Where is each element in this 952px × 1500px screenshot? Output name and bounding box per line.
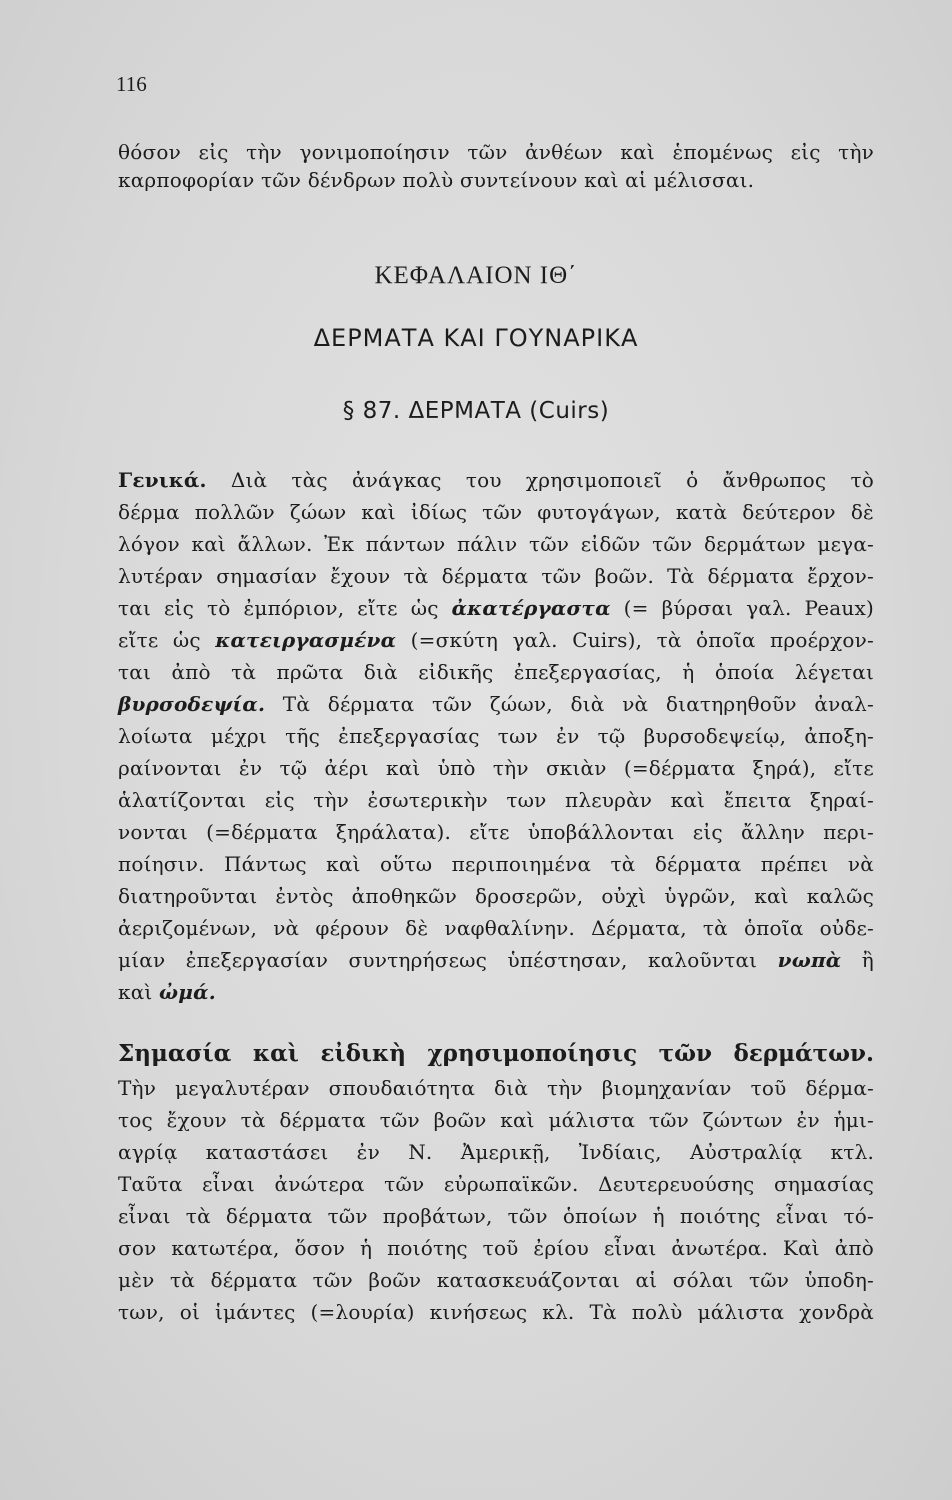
intro-line: θόσον εἰς τὴν γονιμοποίησιν τῶν ἀνθέων καὶ ἑπομένως εἰς τὴν — [118, 140, 874, 164]
term-worked: κατειργασμένα — [215, 628, 397, 652]
page-number: 116 — [116, 72, 147, 96]
chapter-label: ΚΕΦΑΛΑΙΟΝ ΙΘ΄ — [374, 262, 578, 289]
paragraph-line: σον κατωτέρα, ὅσον ἡ ποιότης τοῦ ἐρίου εἶναι ἀνωτέρα. Καὶ ἀπὸ — [118, 1236, 874, 1260]
paragraph-line: νονται (=δέρματα ξηράλατα). εἴτε ὑποβάλλονται εἰς ἄλλην περι- — [118, 820, 874, 844]
lead-term: Γενικά. — [118, 468, 207, 492]
paragraph-line: αγρίᾳ καταστάσει ἐν Ν. Ἀμερικῇ, Ἰνδίαις, Αὐστραλίᾳ κτλ. — [118, 1140, 874, 1164]
paragraph-line: λόγον καὶ ἄλλων. Ἐκ πάντων πάλιν τῶν εἰδῶν τῶν δερμάτων μεγα- — [118, 532, 874, 556]
paragraph-line: Τὴν μεγαλυτέραν σπουδαιότητα διὰ τὴν βιομηχανίαν τοῦ δέρμα- — [118, 1076, 874, 1100]
paragraph-line: εἶναι τὰ δέρματα τῶν προβάτων, τῶν ὁποίων ἡ ποιότης εἶναι τό- — [118, 1204, 874, 1228]
paragraph-line: καὶ ὠμά. — [118, 980, 216, 1004]
paragraph-line: εἴτε ὡς κατειργασμένα (=σκύτη γαλ. Cuirs), τὰ ὁποῖα προέρχον- — [118, 628, 874, 652]
term-fresh: νωπὰ — [777, 948, 842, 972]
paragraph-line: μὲν τὰ δέρματα τῶν βοῶν κατασκευάζονται αἱ σόλαι τῶν ὑποδη- — [118, 1268, 874, 1292]
paragraph-line: μίαν ἐπεξεργασίαν συντηρήσεως ὑπέστησαν, καλοῦνται νωπὰ ἢ — [118, 948, 874, 972]
paragraph-line: των, οἱ ἱμάντες (=λουρία) κινήσεως κλ. Τὰ πολὺ μάλιστα χονδρὰ — [118, 1300, 874, 1324]
paragraph-line: λοίωτα μέχρι τῆς ἐπεξεργασίας των ἐν τῷ βυρσοδεψείῳ, ἀποξη- — [118, 724, 874, 748]
term-tanning: βυρσοδεψία. — [118, 692, 266, 716]
paragraph-line: διατηροῦνται ἐντὸς ἀποθηκῶν δροσερῶν, οὐχὶ ὑγρῶν, καὶ καλῶς — [118, 884, 874, 908]
paragraph-line: ἁλατίζονται εἰς τὴν ἐσωτερικὴν των πλευρὰν καὶ ἔπειτα ξηραί- — [118, 788, 874, 812]
paragraph-line: λυτέραν σημασίαν ἔχουν τὰ δέρματα τῶν βοῶν. Τὰ δέρματα ἔρχον- — [118, 564, 874, 588]
paragraph-line: ται εἰς τὸ ἐμπόριον, εἴτε ὡς ἀκατέργαστα (= βύρσαι γαλ. Peaux) — [118, 596, 874, 620]
term-unworked: ἀκατέργαστα — [451, 596, 611, 620]
paragraph-line: τος ἔχουν τὰ δέρματα τῶν βοῶν καὶ μάλιστα τῶν ζώντων ἐν ἡμι- — [118, 1108, 874, 1132]
paragraph-line: Γενικά. Διὰ τὰς ἀνάγκας του χρησιμοποιεῖ ὁ ἄνθρωπος τὸ — [118, 468, 874, 492]
subheading: Σημασία καὶ εἰδικὴ χρησιμοποίησις τῶν δερμάτων. — [118, 1040, 874, 1067]
paragraph-line: ται ἀπὸ τὰ πρῶτα διὰ εἰδικῆς ἐπεξεργασίας, ἡ ὁποία λέγεται — [118, 660, 874, 684]
paragraph-line: βυρσοδεψία. Τὰ δέρματα τῶν ζώων, διὰ νὰ διατηρηθοῦν ἀναλ- — [118, 692, 874, 716]
section-title: § 87. ΔΕΡΜΑΤΑ (Cuirs) — [342, 398, 610, 424]
paragraph-line: ποίησιν. Πάντως καὶ οὕτω περιποιημένα τὰ δέρματα πρέπει νὰ — [118, 852, 874, 876]
chapter-title: ΔΕΡΜΑΤΑ ΚΑΙ ΓΟΥΝΑΡΙΚΑ — [313, 324, 639, 352]
paragraph-line: δέρμα πολλῶν ζώων καὶ ἰδίως τῶν φυτογάγων, κατὰ δεύτερον δὲ — [118, 500, 874, 524]
paragraph-line: Ταῦτα εἶναι ἀνώτερα τῶν εὐρωπαϊκῶν. Δευτερευούσης σημασίας — [118, 1172, 874, 1196]
paragraph-line: ἀεριζομένων, νὰ φέρουν δὲ ναφθαλίνην. Δέρματα, τὰ ὁποῖα οὐδε- — [118, 916, 874, 940]
intro-line: καρποφορίαν τῶν δένδρων πολὺ συντείνουν καὶ αἱ μέλισσαι. — [118, 168, 755, 192]
paragraph-line: ραίνονται ἐν τῷ ἀέρι καὶ ὑπὸ τὴν σκιὰν (=δέρματα ξηρά), εἴτε — [118, 756, 874, 780]
term-raw: ὠμά. — [159, 980, 216, 1004]
